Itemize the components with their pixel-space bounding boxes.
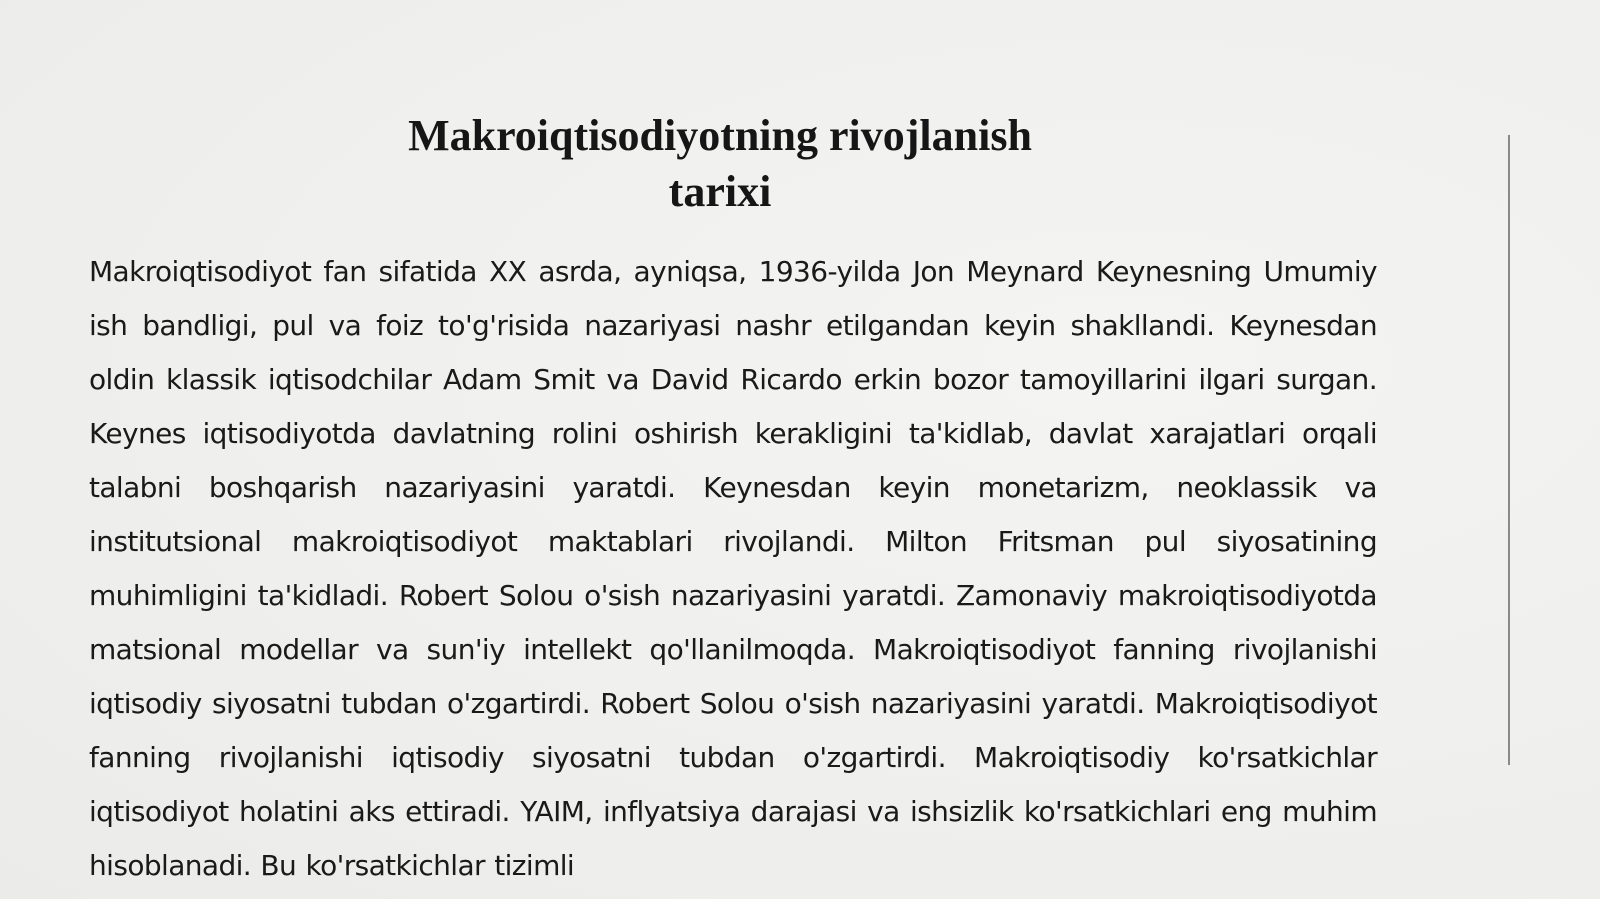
- slide-body-text: Makroiqtisodiyot fan sifatida XX asrda, ayniqsa, 1936-yilda Jon Meynard Keynesning Umumiy ish bandligi, pul va foiz to'g'risida nazariyasi nashr etilgandan keyin shakllandi. Keynesdan oldin klassik iqtisodchilar Adam Smit va David Ricardo erkin bozor tamoyillarini ilgari surgan. Keynes iqtisodiyotda davlatning rolini oshirish kerakligini ta'kidlab, davlat xarajatlari orqali talabni boshqarish nazariyasini yaratdi. Keynesdan keyin monetarizm, neoklassik va institutsional makroiqtisodiyot maktablari rivojlandi. Milton Fritsman pul siyosatining muhimligini ta'kidladi. Robert Solou o'sish nazariyasini yaratdi. Zamonaviy makroiqtisodiyotda matsional modellar va sun'iy intellekt qo'llanilmoqda. Makroiqtisodiyot fanning rivojlanishi iqtisodiy siyosatni tubdan o'zgartirdi. Robert Solou o'sish nazariyasini yaratdi. Makroiqtisodiyot fanning rivojlanishi iqtisodiy siyosatni tubdan o'zgartirdi. Makroiqtisodiy ko'rsatkichlar iqtisodiyot holatini aks ettiradi. YAIM, inflyatsiya darajasi va ishsizlik ko'rsatkichlari eng muhim hisoblanadi. Bu ko'rsatkichlar tizimli: [89, 255, 1377, 882]
- slide-title-line-2: tarixi: [668, 167, 772, 216]
- vertical-divider: [1508, 135, 1510, 765]
- slide-title: [320, 108, 1120, 220]
- slide-title-line-1: Makroiqtisodiyotning rivojlanish: [408, 111, 1032, 160]
